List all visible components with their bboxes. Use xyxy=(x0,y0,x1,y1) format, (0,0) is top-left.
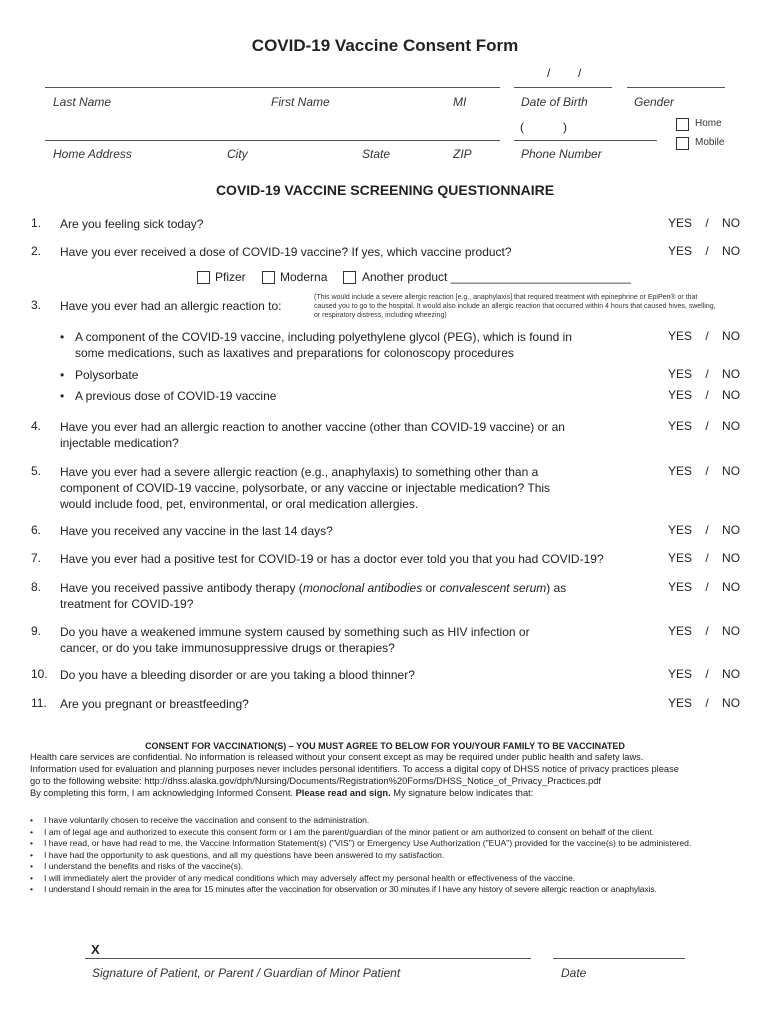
no-option[interactable]: NO xyxy=(722,244,741,258)
dob-line[interactable] xyxy=(514,87,612,88)
consent-heading: CONSENT FOR VACCINATION(S) – YOU MUST AGREE TO BELOW FOR YOU/YOUR FAMILY TO BE VACCINATED xyxy=(145,741,625,751)
sub-item-bullet: • xyxy=(60,389,65,403)
yes-no-answer xyxy=(668,464,740,478)
question-text: Have you ever had an allergic reaction to: xyxy=(60,299,282,313)
sub-item-bullet: • xyxy=(60,368,65,382)
yes-no-separator: / xyxy=(705,388,709,402)
yes-option[interactable]: YES xyxy=(668,244,693,258)
question-text: Have you received any vaccine in the last 14 days? xyxy=(60,524,333,538)
yes-option[interactable]: YES xyxy=(668,367,693,381)
no-option[interactable]: NO xyxy=(722,551,741,565)
other-product-label[interactable]: Another product ___________________________ xyxy=(362,270,631,284)
yes-no-separator: / xyxy=(705,624,709,638)
yes-no-separator: / xyxy=(705,244,709,258)
yes-no-answer xyxy=(668,216,740,230)
no-option[interactable]: NO xyxy=(722,523,741,537)
yes-option[interactable]: YES xyxy=(668,464,693,478)
first-name-label: First Name xyxy=(271,95,330,109)
question-number: 6. xyxy=(31,523,42,537)
question-number: 10. xyxy=(31,667,48,681)
sub-item-bullet: • xyxy=(60,330,65,344)
yes-no-answer xyxy=(668,523,740,537)
yes-option[interactable]: YES xyxy=(668,329,693,343)
pfizer-label: Pfizer xyxy=(215,270,246,284)
consent-line: Information used for evaluation and planning purposes never includes personal identifiers. To access a digital copy of DHSS notice of privacy practices please xyxy=(30,764,679,774)
state-label: State xyxy=(362,147,391,161)
questionnaire-title: COVID-19 VACCINE SCREENING QUESTIONNAIRE xyxy=(215,182,555,198)
dob-label: Date of Birth xyxy=(521,95,588,109)
question-text: Do you have a bleeding disorder or are you taking a blood thinner? xyxy=(60,668,415,682)
question-text: Have you ever had a positive test for COVID-19 or has a doctor ever told you that you had COVID-19? xyxy=(60,552,604,566)
yes-option[interactable]: YES xyxy=(668,551,693,565)
question-text: Have you ever had a severe allergic reaction (e.g., anaphylaxis) to something other than a component of COVID-19 vaccine, polysorbate, or any vaccine or injectable medication? This would include food, pet, environmental, or oral medication allergies. xyxy=(60,465,551,511)
signature-x-mark: X xyxy=(91,942,100,957)
yes-no-answer xyxy=(668,667,740,681)
yes-no-separator: / xyxy=(705,667,709,681)
no-option[interactable]: NO xyxy=(722,329,741,343)
last-name-label: Last Name xyxy=(53,95,112,109)
question-number: 5. xyxy=(31,464,42,478)
question-text: Have you ever had an allergic reaction to another vaccine (other than COVID-19 vaccine) or an injectable medication? xyxy=(60,420,565,450)
no-option[interactable]: NO xyxy=(722,388,741,402)
yes-option[interactable]: YES xyxy=(668,696,693,710)
yes-no-answer xyxy=(668,696,740,710)
phone-mobile-label: Mobile xyxy=(695,137,725,148)
question-text: Have you ever received a dose of COVID-19 vaccine? If yes, which vaccine product? xyxy=(60,245,512,259)
yes-no-answer xyxy=(668,329,740,343)
phone-paren-open: ( xyxy=(520,120,524,134)
no-option[interactable]: NO xyxy=(722,419,741,433)
question-text: Do you have a weakened immune system caused by something such as HIV infection or cancer, or do you take immunosuppressive drugs or therapies? xyxy=(60,625,530,655)
date-line[interactable] xyxy=(553,958,685,959)
city-label: City xyxy=(227,147,248,161)
no-option[interactable]: NO xyxy=(722,667,741,681)
yes-no-answer xyxy=(668,624,740,638)
phone-label: Phone Number xyxy=(521,147,602,161)
yes-no-answer xyxy=(668,244,740,258)
yes-no-separator: / xyxy=(705,551,709,565)
yes-no-separator: / xyxy=(705,329,709,343)
sub-item-text: Polysorbate xyxy=(75,368,139,382)
yes-option[interactable]: YES xyxy=(668,388,693,402)
moderna-checkbox[interactable] xyxy=(262,271,275,284)
sub-item-text: A component of the COVID-19 vaccine, including polyethylene glycol (PEG), which is found in some medications, such as laxatives and preparations for colonoscopy procedures xyxy=(75,330,572,360)
yes-no-separator: / xyxy=(705,523,709,537)
question-text: Are you pregnant or breastfeeding? xyxy=(60,697,249,711)
yes-no-separator: / xyxy=(705,216,709,230)
no-option[interactable]: NO xyxy=(722,367,741,381)
mi-label: MI xyxy=(453,95,467,109)
yes-no-answer xyxy=(668,388,740,402)
dob-slash-1: / xyxy=(547,66,551,80)
moderna-label: Moderna xyxy=(280,270,328,284)
yes-no-separator: / xyxy=(705,464,709,478)
pfizer-checkbox[interactable] xyxy=(197,271,210,284)
yes-option[interactable]: YES xyxy=(668,580,693,594)
question-number: 3. xyxy=(31,298,42,312)
dob-slash-2: / xyxy=(578,66,582,80)
consent-line: go to the following website: http://dhss.alaska.gov/dph/Nursing/Documents/Registration%20Forms/DHSS_Notice_of_Privacy_Practices.pdf xyxy=(30,776,602,786)
question-number: 11. xyxy=(31,696,47,710)
gender-line[interactable] xyxy=(627,87,725,88)
yes-option[interactable]: YES xyxy=(668,216,693,230)
zip-label: ZIP xyxy=(453,147,472,161)
sub-item-text: A previous dose of COVID-19 vaccine xyxy=(75,389,277,403)
date-label: Date xyxy=(561,966,587,980)
consent-line: Health care services are confidential. No information is released without your consent except as may be required under public health and safety laws. xyxy=(30,752,644,762)
question-number: 7. xyxy=(31,551,42,565)
signature-line[interactable] xyxy=(85,958,531,959)
yes-no-separator: / xyxy=(705,367,709,381)
other-product-checkbox[interactable] xyxy=(343,271,356,284)
no-option[interactable]: NO xyxy=(722,696,741,710)
phone-home-label: Home xyxy=(695,118,722,129)
yes-no-separator: / xyxy=(705,419,709,433)
phone-paren-close: ) xyxy=(563,120,567,134)
phone-home-checkbox[interactable] xyxy=(676,118,689,131)
yes-option[interactable]: YES xyxy=(668,523,693,537)
question-text: Are you feeling sick today? xyxy=(60,217,204,231)
consent-bullet: • I am of legal age and authorized to execute this consent form or I am the parent/guardian of the minor patient or am authorized to consent on behalf of the client. xyxy=(30,826,655,837)
no-option[interactable]: NO xyxy=(722,580,741,594)
yes-option[interactable]: YES xyxy=(668,667,693,681)
consent-bullet: • I understand I should remain in the area for 15 minutes after the vaccination for observation or 30 minutes if I have any history of severe allergic reaction or anaphylaxis. xyxy=(30,884,657,894)
consent-bullet: • I will immediately alert the provider of any medical conditions which may adversely affect my personal health or effectiveness of the vaccine. xyxy=(30,872,576,883)
consent-bullet: • I understand the benefits and risks of the vaccine(s). xyxy=(30,861,244,871)
no-option[interactable]: NO xyxy=(722,464,741,478)
form-title: COVID-19 Vaccine Consent Form xyxy=(251,36,519,55)
yes-no-answer xyxy=(668,367,740,381)
question-number: 8. xyxy=(31,580,42,594)
consent-line: By completing this form, I am acknowledging Informed Consent. Please read and sign. My signature below indicates that: xyxy=(30,788,534,798)
question-text: Have you received passive antibody therapy (monoclonal antibodies or convalescent serum) as treatment for COVID-19? xyxy=(60,581,567,611)
yes-no-separator: / xyxy=(705,696,709,710)
allergic-reaction-note: (This would include a severe allergic reaction [e.g., anaphylaxis] that required treatment with epinephrine or EpiPen® or that caused you to go to the hospital. It would also include an allergic reaction that occurred within 4 hours that caused hives, swelling, or respiratory distress, including wheezing) xyxy=(314,294,716,319)
yes-option[interactable]: YES xyxy=(668,419,693,433)
question-number: 1. xyxy=(31,216,42,230)
address-line[interactable] xyxy=(45,140,500,141)
yes-no-answer xyxy=(668,580,740,594)
no-option[interactable]: NO xyxy=(722,216,741,230)
gender-label: Gender xyxy=(634,95,675,109)
question-number: 9. xyxy=(31,624,42,638)
name-line[interactable] xyxy=(45,87,500,88)
question-number: 2. xyxy=(31,244,42,258)
phone-line[interactable] xyxy=(514,140,657,141)
yes-no-separator: / xyxy=(705,580,709,594)
consent-bullet: • I have voluntarily chosen to receive the vaccination and consent to the administration. xyxy=(30,815,370,825)
question-number: 4. xyxy=(31,419,42,433)
phone-mobile-checkbox[interactable] xyxy=(676,137,689,150)
signature-label: Signature of Patient, or Parent / Guardian of Minor Patient xyxy=(92,966,401,980)
no-option[interactable]: NO xyxy=(722,624,741,638)
home-address-label: Home Address xyxy=(53,147,132,161)
yes-no-answer xyxy=(668,551,740,565)
yes-no-answer xyxy=(668,419,740,433)
consent-bullet: • I have read, or have had read to me, the Vaccine Information Statement(s) ("VIS") or Emergency Use Authorization ("EUA") provided for the vaccine(s) to be administered. xyxy=(30,838,692,848)
consent-bullet: • I have had the opportunity to ask questions, and all my questions have been answered to my satisfaction. xyxy=(30,849,445,860)
yes-option[interactable]: YES xyxy=(668,624,693,638)
